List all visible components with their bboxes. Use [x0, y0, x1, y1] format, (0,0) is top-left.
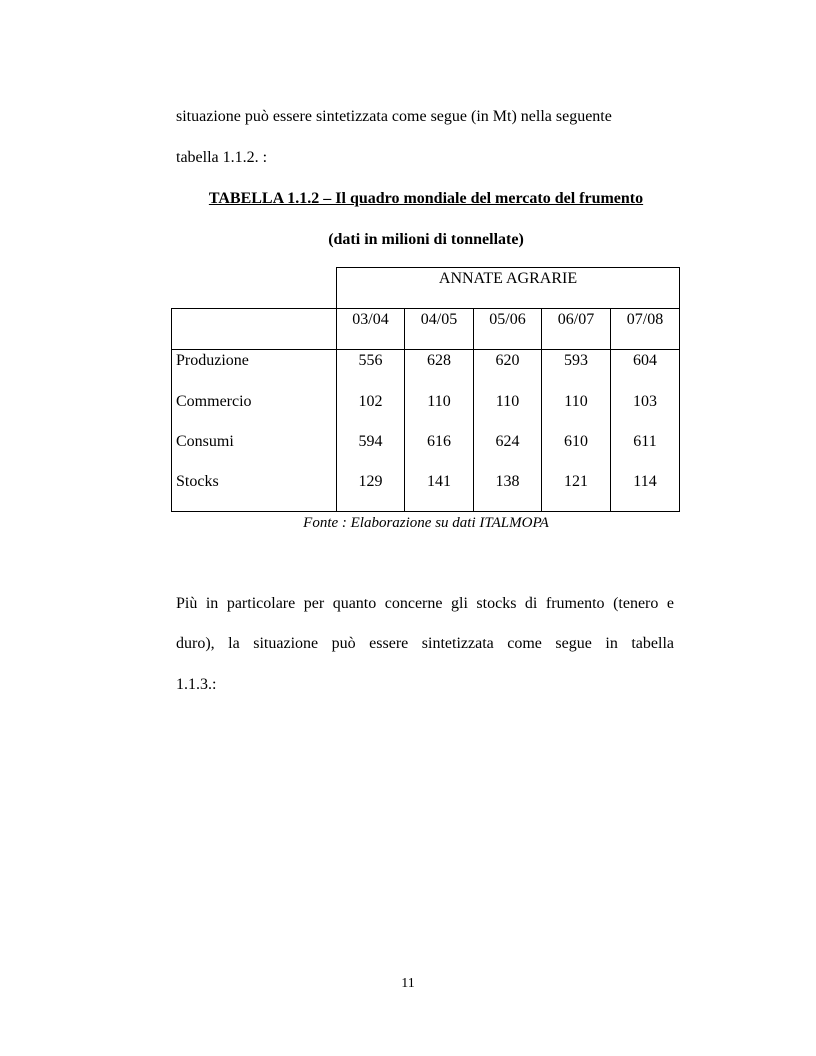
table-header-divider	[171, 308, 680, 309]
table-cell: 138	[495, 473, 520, 490]
group-header: ANNATE AGRARIE	[438, 270, 578, 287]
table-cell: 129	[358, 473, 383, 490]
column-header: 06/07	[557, 311, 595, 328]
table-cell: 556	[358, 352, 383, 369]
table-cell: 121	[564, 473, 588, 490]
table-cell: 103	[633, 393, 657, 410]
table-cell: 604	[633, 352, 657, 369]
table-cell: 628	[427, 352, 451, 369]
table-cell: 610	[564, 433, 588, 450]
column-header: 07/08	[626, 311, 664, 328]
table-cell: 110	[495, 393, 520, 410]
paragraph-2-line-2: duro), la situazione può essere sintetizzata come segue in tabella	[176, 635, 674, 652]
table-cell: 593	[564, 352, 588, 369]
table-cell: 110	[427, 393, 451, 410]
table-title	[176, 189, 676, 209]
table-top-border	[336, 267, 680, 268]
row-label: Commercio	[176, 393, 252, 410]
table-cell: 620	[495, 352, 520, 369]
row-label: Stocks	[176, 473, 219, 490]
table-bottom-border	[171, 511, 680, 512]
paragraph-2-line-1: Più in particolare per quanto concerne gli stocks di frumento (tenero e	[176, 595, 674, 612]
table-cell: 110	[564, 393, 588, 410]
column-header: 04/05	[420, 311, 458, 328]
table-cell: 102	[358, 393, 383, 410]
table-cell: 594	[358, 433, 383, 450]
page-number: 11	[401, 976, 415, 991]
table-title-text: TABELLA 1.1.2 – Il quadro mondiale del mercato del frumento	[208, 190, 644, 207]
row-label: Produzione	[176, 352, 249, 369]
table-cell: 141	[427, 473, 451, 490]
column-header: 05/06	[489, 311, 526, 328]
paragraph-2-line-3: 1.1.3.:	[176, 676, 217, 693]
row-label: Consumi	[176, 433, 234, 450]
column-header: 03/04	[352, 311, 389, 328]
table-left-border	[171, 308, 172, 512]
table-cell: 624	[495, 433, 520, 450]
source-caption: Fonte : Elaborazione su dati ITALMOPA	[303, 515, 549, 531]
table-cell: 114	[633, 473, 657, 490]
paragraph-1-line-1: situazione può essere sintetizzata come segue (in Mt) nella seguente	[176, 108, 612, 125]
table-cell: 611	[633, 433, 657, 450]
paragraph-1-line-2: tabella 1.1.2. :	[176, 149, 268, 166]
table-cell: 616	[427, 433, 451, 450]
table-body-divider	[171, 349, 680, 350]
table-subtitle: (dati in milioni di tonnellate)	[328, 231, 524, 248]
table-right-border	[679, 267, 680, 512]
